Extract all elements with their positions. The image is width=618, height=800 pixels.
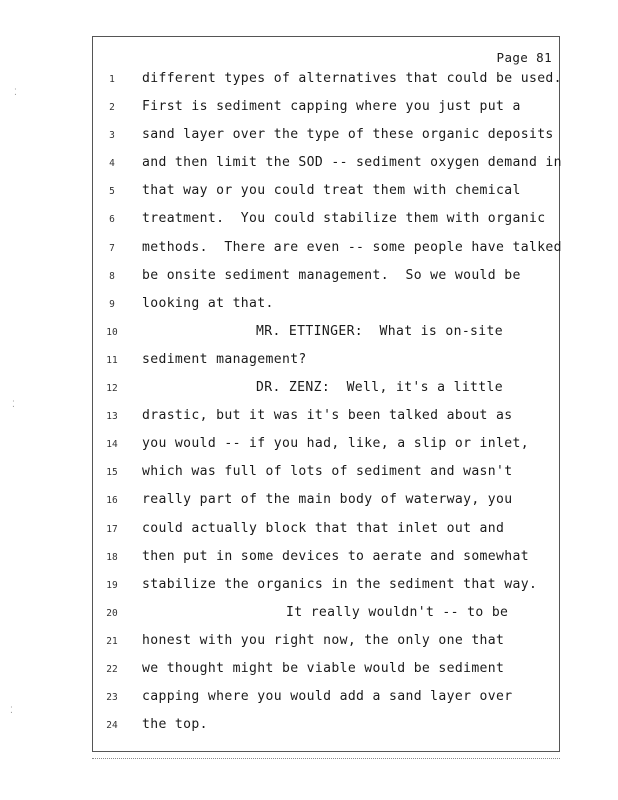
line-number: 2 <box>109 102 115 114</box>
line-number: 5 <box>109 186 115 198</box>
line-text: then put in some devices to aerate and somewhat <box>142 548 529 564</box>
transcript-line <box>0 604 618 632</box>
line-text: It really wouldn't -- to be <box>286 604 509 620</box>
scan-speck: ⁚ <box>14 88 17 98</box>
transcript-line <box>0 239 618 267</box>
transcript-line <box>0 267 618 295</box>
line-text: First is sediment capping where you just put a <box>142 99 521 115</box>
line-text: could actually block that that inlet out and <box>142 520 505 536</box>
line-number: 8 <box>109 270 115 282</box>
transcript-line <box>0 491 618 519</box>
transcript-line <box>0 688 618 716</box>
line-text: DR. ZENZ: Well, it's a little <box>256 380 503 396</box>
line-number: 12 <box>106 383 118 395</box>
transcript-line <box>0 182 618 210</box>
line-number: 15 <box>106 467 118 479</box>
line-text: we thought might be viable would be sediment <box>142 660 505 676</box>
line-text: stabilize the organics in the sediment that way. <box>142 576 538 592</box>
line-text: which was full of lots of sediment and wasn't <box>142 464 513 480</box>
transcript-line <box>0 716 618 744</box>
line-text: capping where you would add a sand layer over <box>142 689 513 705</box>
line-number: 3 <box>109 130 115 142</box>
transcript-line <box>0 632 618 660</box>
transcript-line <box>0 435 618 463</box>
scan-speck: ⁚ <box>10 706 13 716</box>
transcript-line <box>0 576 618 604</box>
line-number: 13 <box>106 411 118 423</box>
line-number: 16 <box>106 495 118 507</box>
line-number: 23 <box>106 692 118 704</box>
line-number: 10 <box>106 326 118 338</box>
transcript-line <box>0 463 618 491</box>
transcript-line <box>0 379 618 407</box>
line-text: the top. <box>142 717 208 733</box>
line-number: 24 <box>106 720 118 732</box>
line-number: 4 <box>109 158 115 170</box>
transcript-line <box>0 351 618 379</box>
line-number: 6 <box>109 214 115 226</box>
line-number: 21 <box>106 635 118 647</box>
transcript-line <box>0 548 618 576</box>
transcript-line <box>0 407 618 435</box>
page-number: Page 81 <box>496 50 552 65</box>
line-number: 7 <box>109 242 115 254</box>
line-number: 1 <box>109 74 115 85</box>
transcript-line <box>0 323 618 351</box>
line-text: sediment management? <box>142 351 307 367</box>
line-text: be onsite sediment management. So we would be <box>142 267 521 283</box>
line-number: 19 <box>106 579 118 591</box>
transcript-line <box>0 660 618 688</box>
transcript-line <box>0 520 618 548</box>
transcript-line <box>0 70 618 98</box>
transcript-body <box>0 70 618 744</box>
transcript-line <box>0 210 618 238</box>
line-number: 9 <box>109 298 115 310</box>
line-number: 11 <box>106 354 118 366</box>
line-number: 14 <box>106 439 118 451</box>
line-text: and then limit the SOD -- sediment oxygen demand in <box>142 155 562 171</box>
line-number: 22 <box>106 663 118 675</box>
transcript-line <box>0 126 618 154</box>
line-text: that way or you could treat them with chemical <box>142 183 521 199</box>
line-number: 17 <box>106 523 118 535</box>
transcript-line <box>0 154 618 182</box>
line-text: treatment. You could stabilize them with organic <box>142 211 546 227</box>
transcript-line <box>0 295 618 323</box>
scan-speck: ⁚ <box>12 400 15 410</box>
line-text: MR. ETTINGER: What is on-site <box>256 323 503 339</box>
line-text: you would -- if you had, like, a slip or inlet, <box>142 436 529 452</box>
line-number: 20 <box>106 607 118 619</box>
bottom-border-line <box>92 758 560 759</box>
line-text: different types of alternatives that could be used. <box>142 71 562 86</box>
line-text: sand layer over the type of these organic deposits <box>142 127 554 143</box>
line-number: 18 <box>106 551 118 563</box>
line-text: methods. There are even -- some people have talked <box>142 239 562 255</box>
transcript-line <box>0 98 618 126</box>
line-text: honest with you right now, the only one that <box>142 632 505 648</box>
line-text: really part of the main body of waterway, you <box>142 492 513 508</box>
line-text: drastic, but it was it's been talked about as <box>142 408 513 424</box>
line-text: looking at that. <box>142 295 274 311</box>
